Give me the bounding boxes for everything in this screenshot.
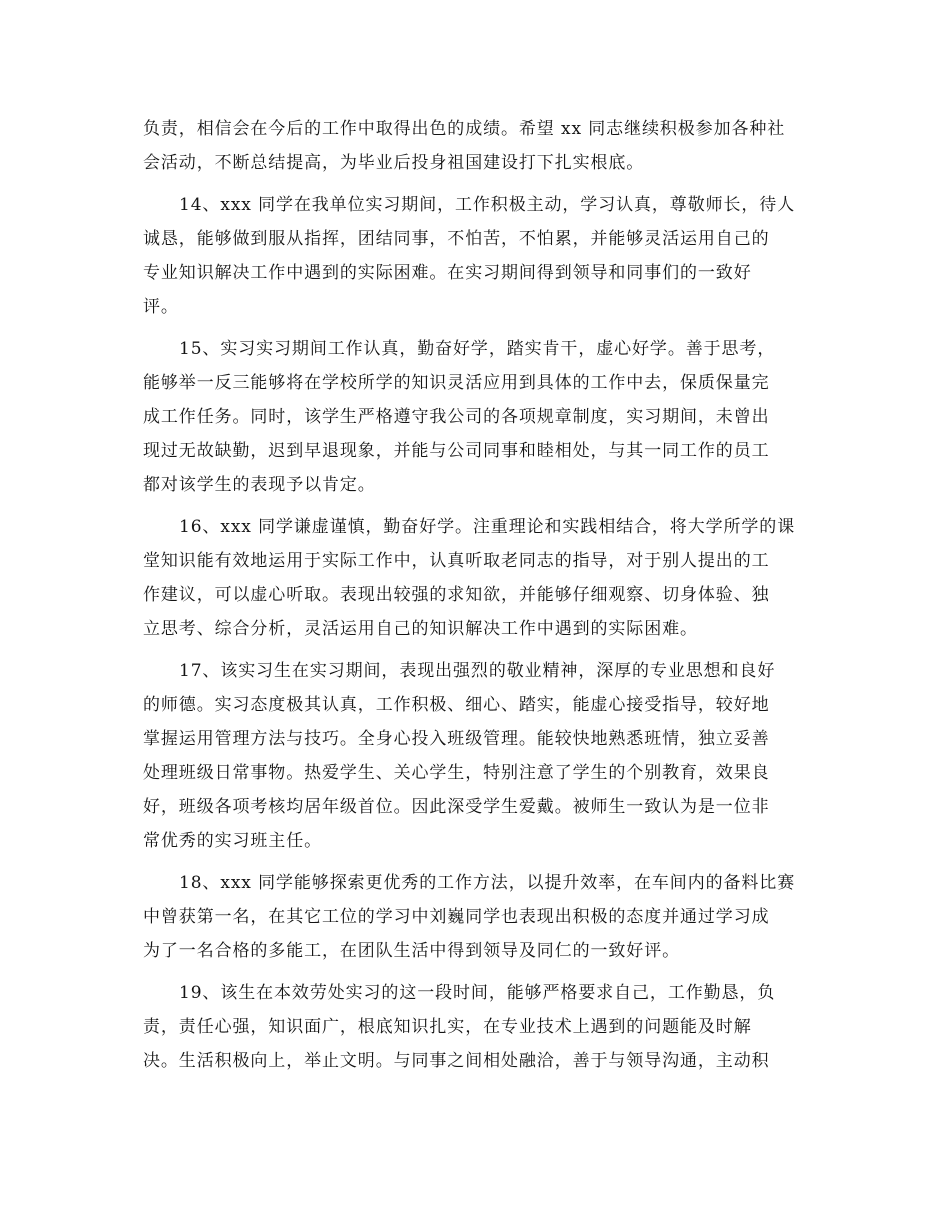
text-line: 成工作任务。同时，该学生严格遵守我公司的各项规章制度，实习期间，未曾出 xyxy=(143,407,770,427)
text-line: 现过无故缺勤，迟到早退现象，并能与公司同事和睦相处，与其一同工作的员工 xyxy=(143,441,770,461)
text-line: 都对该学生的表现予以肯定。 xyxy=(143,475,376,495)
paragraph-14 xyxy=(143,188,813,324)
text-line: 的师德。实习态度极其认真，工作积极、细心、踏实，能虚心接受指导，较好地 xyxy=(143,695,770,715)
text-line: 16、xxx 同学谦虚谨慎，勤奋好学。注重理论和实践相结合，将大学所学的课 xyxy=(179,517,796,537)
text-line: 处理班级日常事物。热爱学生、关心学生，特别注意了学生的个别教育，效果良 xyxy=(143,763,770,783)
text-line: 立思考、综合分析，灵活运用自己的知识解决工作中遇到的实际困难。 xyxy=(143,619,698,639)
text-line: 好，班级各项考核均居年级首位。因此深受学生爱戴。被师生一致认为是一位非 xyxy=(143,797,770,817)
document-body xyxy=(143,112,813,1078)
paragraph-18 xyxy=(143,866,813,968)
text-line: 责，责任心强，知识面广，根底知识扎实，在专业技术上遇到的问题能及时解 xyxy=(143,1017,752,1037)
paragraph-17 xyxy=(143,654,813,858)
text-line: 中曾获第一名，在其它工位的学习中刘巍同学也表现出积极的态度并通过学习成 xyxy=(143,907,770,927)
text-line: 诚恳，能够做到服从指挥，团结同事，不怕苦，不怕累，并能够灵活运用自己的 xyxy=(143,229,770,249)
text-line: 评。 xyxy=(143,297,179,317)
text-line: 决。生活积极向上，举止文明。与同事之间相处融洽，善于与领导沟通，主动积 xyxy=(143,1051,770,1071)
text-line: 会活动，不断总结提高，为毕业后投身祖国建设打下扎实根底。 xyxy=(143,153,645,173)
text-line: 负责，相信会在今后的工作中取得出色的成绩。希望 xx 同志继续积极参加各种社 xyxy=(143,119,786,139)
text-line: 作建议，可以虚心听取。表现出较强的求知欲，并能够仔细观察、切身体验、独 xyxy=(143,585,770,605)
text-line: 19、该生在本效劳处实习的这一段时间，能够严格要求自己，工作勤恳，负 xyxy=(179,983,776,1003)
text-line: 15、实习实习期间工作认真，勤奋好学，踏实肯干，虚心好学。善于思考， xyxy=(179,339,776,359)
text-line: 掌握运用管理方法与技巧。全身心投入班级管理。能较快地熟悉班情，独立妥善 xyxy=(143,729,770,749)
text-line: 常优秀的实习班主任。 xyxy=(143,831,322,851)
paragraph-19 xyxy=(143,976,813,1078)
paragraph-16 xyxy=(143,510,813,646)
paragraph-15 xyxy=(143,332,813,502)
text-line: 为了一名合格的多能工，在团队生活中得到领导及同仁的一致好评。 xyxy=(143,941,680,961)
text-line: 17、该实习生在实习期间，表现出强烈的敬业精神，深厚的专业思想和良好 xyxy=(179,661,776,681)
text-line: 能够举一反三能够将在学校所学的知识灵活应用到具体的工作中去，保质保量完 xyxy=(143,373,770,393)
text-line: 18、xxx 同学能够探索更优秀的工作方法，以提升效率，在车间内的备料比赛 xyxy=(179,873,796,893)
text-line: 专业知识解决工作中遇到的实际困难。在实习期间得到领导和同事们的一致好 xyxy=(143,263,752,283)
paragraph-continuation xyxy=(143,112,813,180)
text-line: 堂知识能有效地运用于实际工作中，认真听取老同志的指导，对于别人提出的工 xyxy=(143,551,770,571)
text-line: 14、xxx 同学在我单位实习期间，工作积极主动，学习认真，尊敬师长，待人 xyxy=(179,195,796,215)
